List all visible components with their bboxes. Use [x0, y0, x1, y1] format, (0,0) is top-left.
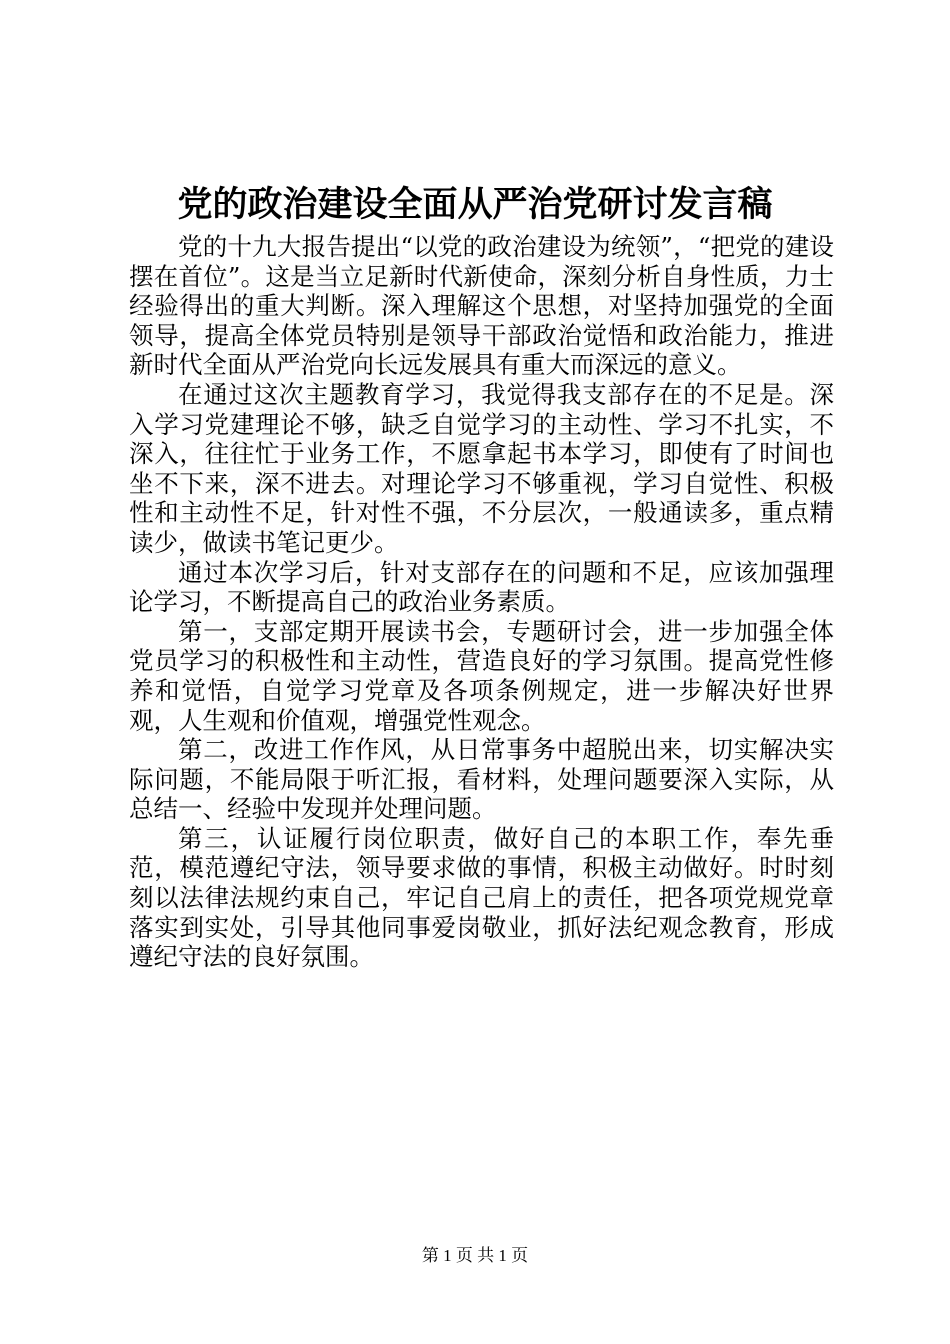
paragraph-measure-third: 第三，认证履行岗位职责，做好自己的本职工作，奉先垂范，模范遵纪守法，领导要求做的事情，积极主动做好。时时刻刻以法律法规约束自己，牢记自己肩上的责任，把各项党规党章落实到实处，引导其他同事爱岗敬业，抓好法纪观念教育，形成遵纪守法的良好氛围。	[129, 823, 834, 972]
paragraph-improvement: 通过本次学习后，针对支部存在的问题和不足，应该加强理论学习，不断提高自己的政治业务素质。	[129, 557, 834, 617]
paragraph-measure-second: 第二，改进工作作风，从日常事务中超脱出来，切实解决实际问题，不能局限于听汇报，看材料，处理问题要深入实际，从总结一、经验中发现并处理问题。	[129, 735, 834, 824]
page-number-footer: 第 1 页 共 1 页	[421, 1246, 529, 1265]
paragraph-shortcomings: 在通过这次主题教育学习，我觉得我支部存在的不足是。深入学习党建理论不够，缺乏自觉学习的主动性、学习不扎实，不深入，往往忙于业务工作，不愿拿起书本学习，即使有了时间也坐不下来，深不进去。对理论学习不够重视，学习自觉性、积极性和主动性不足，针对性不强，不分层次，一般通读多，重点精读少，做读书笔记更少。	[129, 379, 834, 557]
document-body	[129, 232, 834, 972]
paragraph-intro: 党的十九大报告提出“以党的政治建设为统领”，“把党的建设摆在首位”。这是当立足新时代新使命，深刻分析自身性质，力士经验得出的重大判断。深入理解这个思想，对坚持加强党的全面领导，提高全体党员特别是领导干部政治觉悟和政治能力，推进新时代全面从严治党向长远发展具有重大而深远的意义。	[129, 232, 834, 380]
document-title: 党的政治建设全面从严治党研讨发言稿	[177, 184, 773, 225]
paragraph-measure-first: 第一，支部定期开展读书会，专题研讨会，进一步加强全体党员学习的积极性和主动性，营造良好的学习氛围。提高党性修养和觉悟，自觉学习党章及各项条例规定，进一步解决好世界观，人生观和价值观，增强党性观念。	[129, 616, 834, 735]
